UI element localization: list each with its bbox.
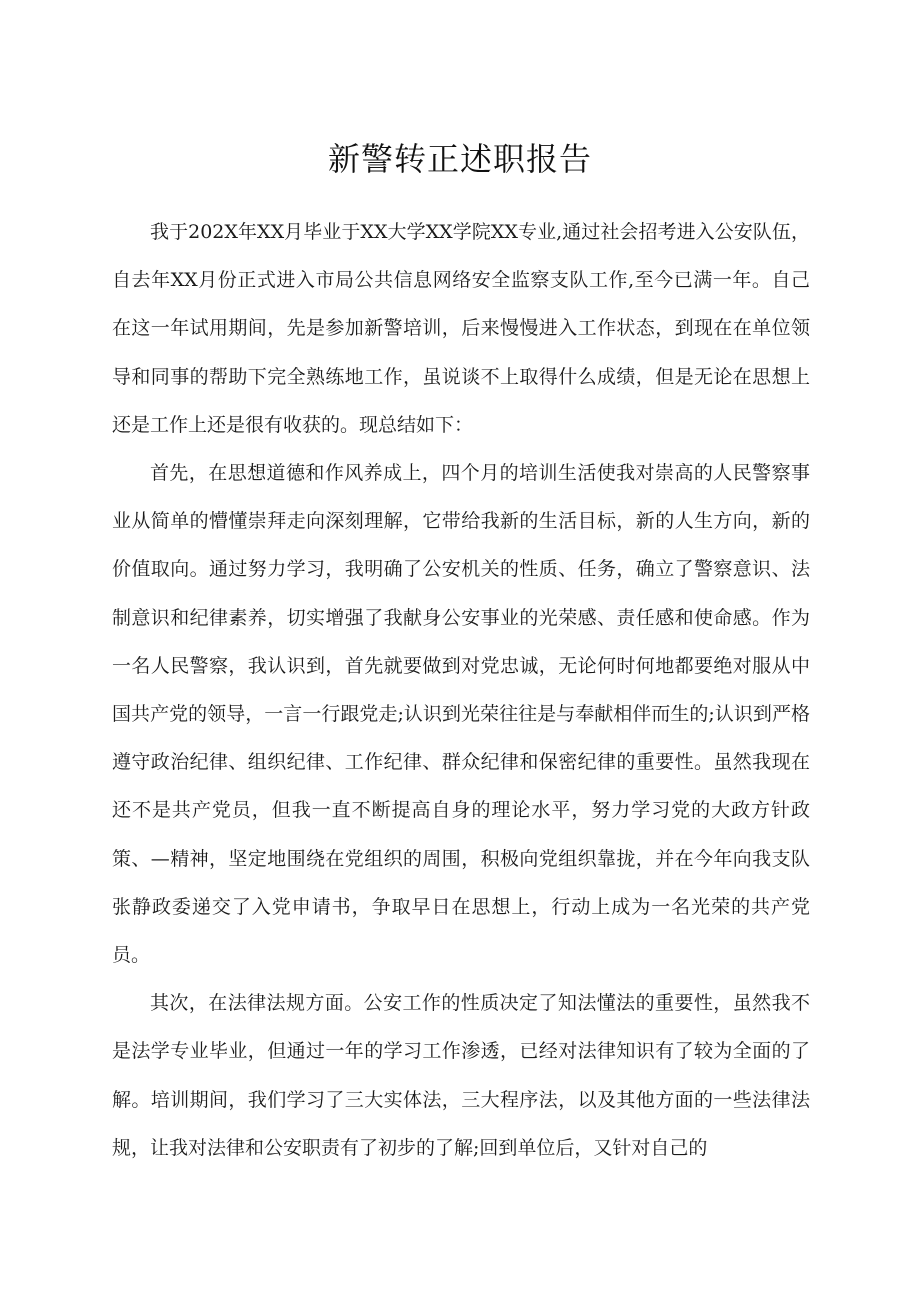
paragraph-law: 其次，在法律法规方面。公安工作的性质决定了知法懂法的重要性，虽然我不是法学专业毕业，但通过一年的学习工作渗透，已经对法律知识有了较为全面的了解。培训期间，我们学习了三大实体法，三大程序法，以及其他方面的一些法律法规，让我对法律和公安职责有了初步的了解;回到单位后，又针对自己的 <box>112 992 810 1159</box>
paragraph-intro: 我于202X年XX月毕业于XX大学XX学院XX专业,通过社会招考进入公安队伍，自去年XX月份正式进入市局公共信息网络安全监察支队工作,至今已满一年。自己在这一年试用期间，先是参加新警培训，后来慢慢进入工作状态，到现在在单位领导和同事的帮助下完全熟练地工作，虽说谈不上取得什么成绩，但是无论在思想上还是工作上还是很有收获的。现总结如下： <box>112 221 810 436</box>
paragraph-ideology: 首先，在思想道德和作风养成上，四个月的培训生活使我对崇高的人民警察事业从简单的懵懂崇拜走向深刻理解，它带给我新的生活目标，新的人生方向，新的价值取向。通过努力学习，我明确了公安机关的性质、任务，确立了警察意识、法制意识和纪律素养，切实增强了我献身公安事业的光荣感、责任感和使命感。作为一名人民警察，我认识到，首先就要做到对党忠诚，无论何时何地都要绝对服从中国共产党的领导，一言一行跟党走;认识到光荣往往是与奉献相伴而生的;认识到严格遵守政治纪律、组织纪律、工作纪律、群众纪律和保密纪律的重要性。虽然我现在还不是共产党员，但我一直不断提高自身的理论水平，努力学习党的大政方针政策、—精神，坚定地围绕在党组织的周围，积极向党组织靠拢，并在今年向我支队张静政委递交了入党申请书，争取早日在思想上，行动上成为一名光荣的共产党员。 <box>112 462 810 967</box>
document-body <box>112 208 810 1172</box>
page-title: 新警转正述职报告 <box>327 140 592 179</box>
